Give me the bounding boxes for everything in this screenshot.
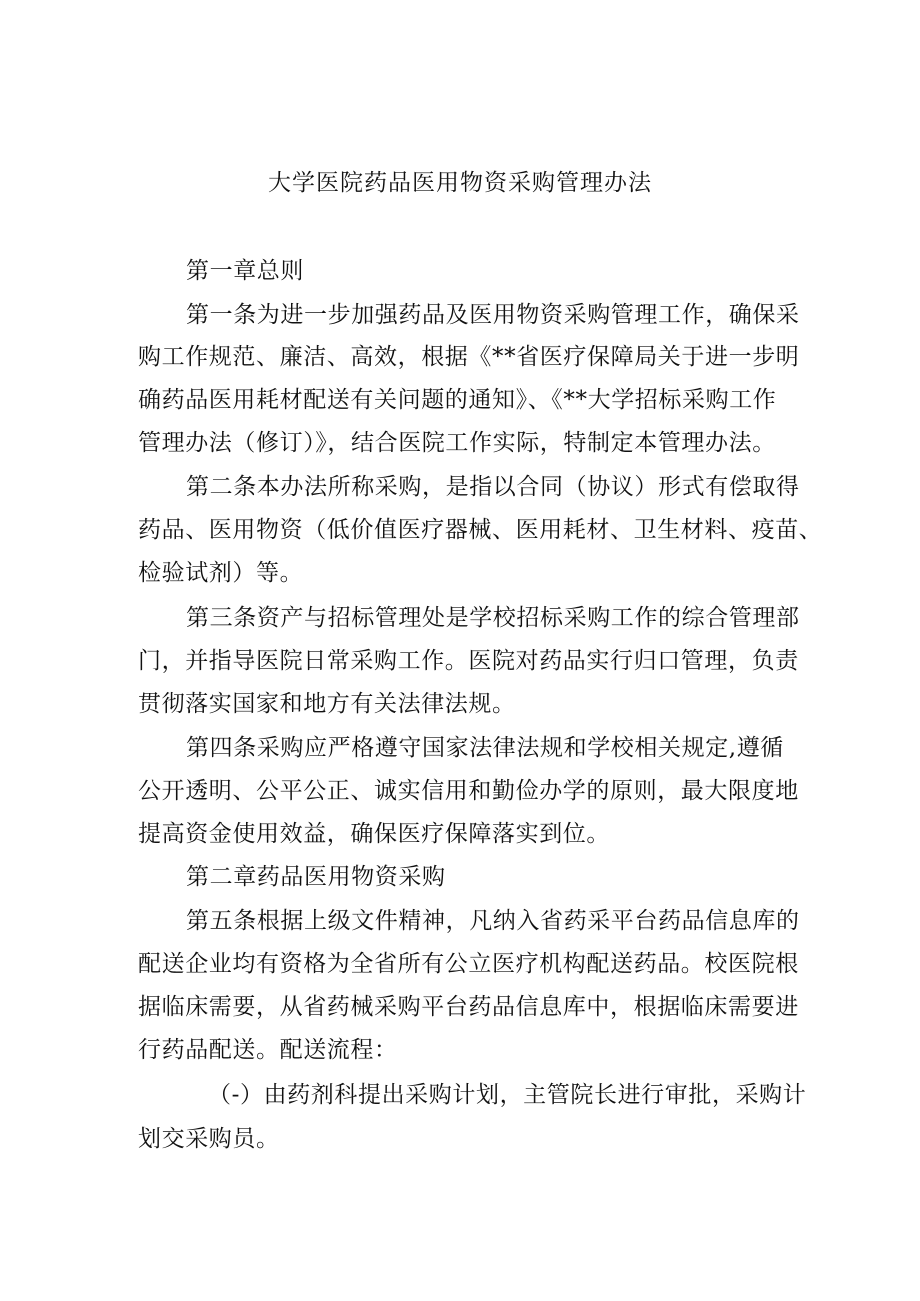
paragraph-line: 配送企业均有资格为全省所有公立医疗机构配送药品。校医院根 xyxy=(138,951,799,977)
paragraph-line: 门，并指导医院日常采购工作。医院对药品实行归口管理，负责 xyxy=(138,648,799,674)
document-title: 大学医院药品医用物资采购管理办法 xyxy=(268,170,652,196)
paragraph-line: 第五条根据上级文件精神，凡纳入省药采平台药品信息库的 xyxy=(186,908,800,934)
paragraph-line: 提高资金使用效益，确保医疗保障落实到位。 xyxy=(138,821,610,847)
paragraph-line: 确药品医用耗材配送有关问题的通知》、《**大学招标采购工作 xyxy=(138,387,777,413)
chapter-heading: 第二章药品医用物资采购 xyxy=(186,864,446,890)
paragraph-line: 据临床需要，从省药械采购平台药品信息库中，根据临床需要进 xyxy=(138,994,799,1020)
paragraph-line: 行药品配送。配送流程： xyxy=(138,1037,398,1063)
paragraph-line: 购工作规范、廉洁、高效，根据《**省医疗保障局关于进一步明 xyxy=(138,344,800,370)
paragraph-line: 第四条采购应严格遵守国家法律法规和学校相关规定,遵循 xyxy=(186,735,784,761)
paragraph-line: 管理办法（修订）》，结合医院工作实际，特制定本管理办法。 xyxy=(138,430,776,456)
paragraph-line: 公开透明、公平公正、诚实信用和勤俭办学的原则，最大限度地 xyxy=(138,778,799,804)
paragraph-line: 第三条资产与招标管理处是学校招标采购工作的综合管理部 xyxy=(186,605,800,631)
list-item-line: 划交采购员。 xyxy=(138,1126,280,1152)
paragraph-line: 药品、医用物资（低价值医疗器械、医用耗材、卫生材料、疫苗、 xyxy=(138,517,823,543)
list-item-line: （-）由药剂科提出采购计划，主管院长进行审批，采购计 xyxy=(208,1082,807,1108)
paragraph-line: 第一条为进一步加强药品及医用物资采购管理工作，确保采 xyxy=(186,302,800,328)
paragraph-line: 贯彻落实国家和地方有关法律法规。 xyxy=(138,691,516,717)
chapter-heading: 第一章总则 xyxy=(186,258,304,284)
paragraph-line: 检验试剂）等。 xyxy=(138,560,304,586)
paragraph-line: 第二条本办法所称采购，是指以合同（协议）形式有偿取得 xyxy=(186,474,800,500)
